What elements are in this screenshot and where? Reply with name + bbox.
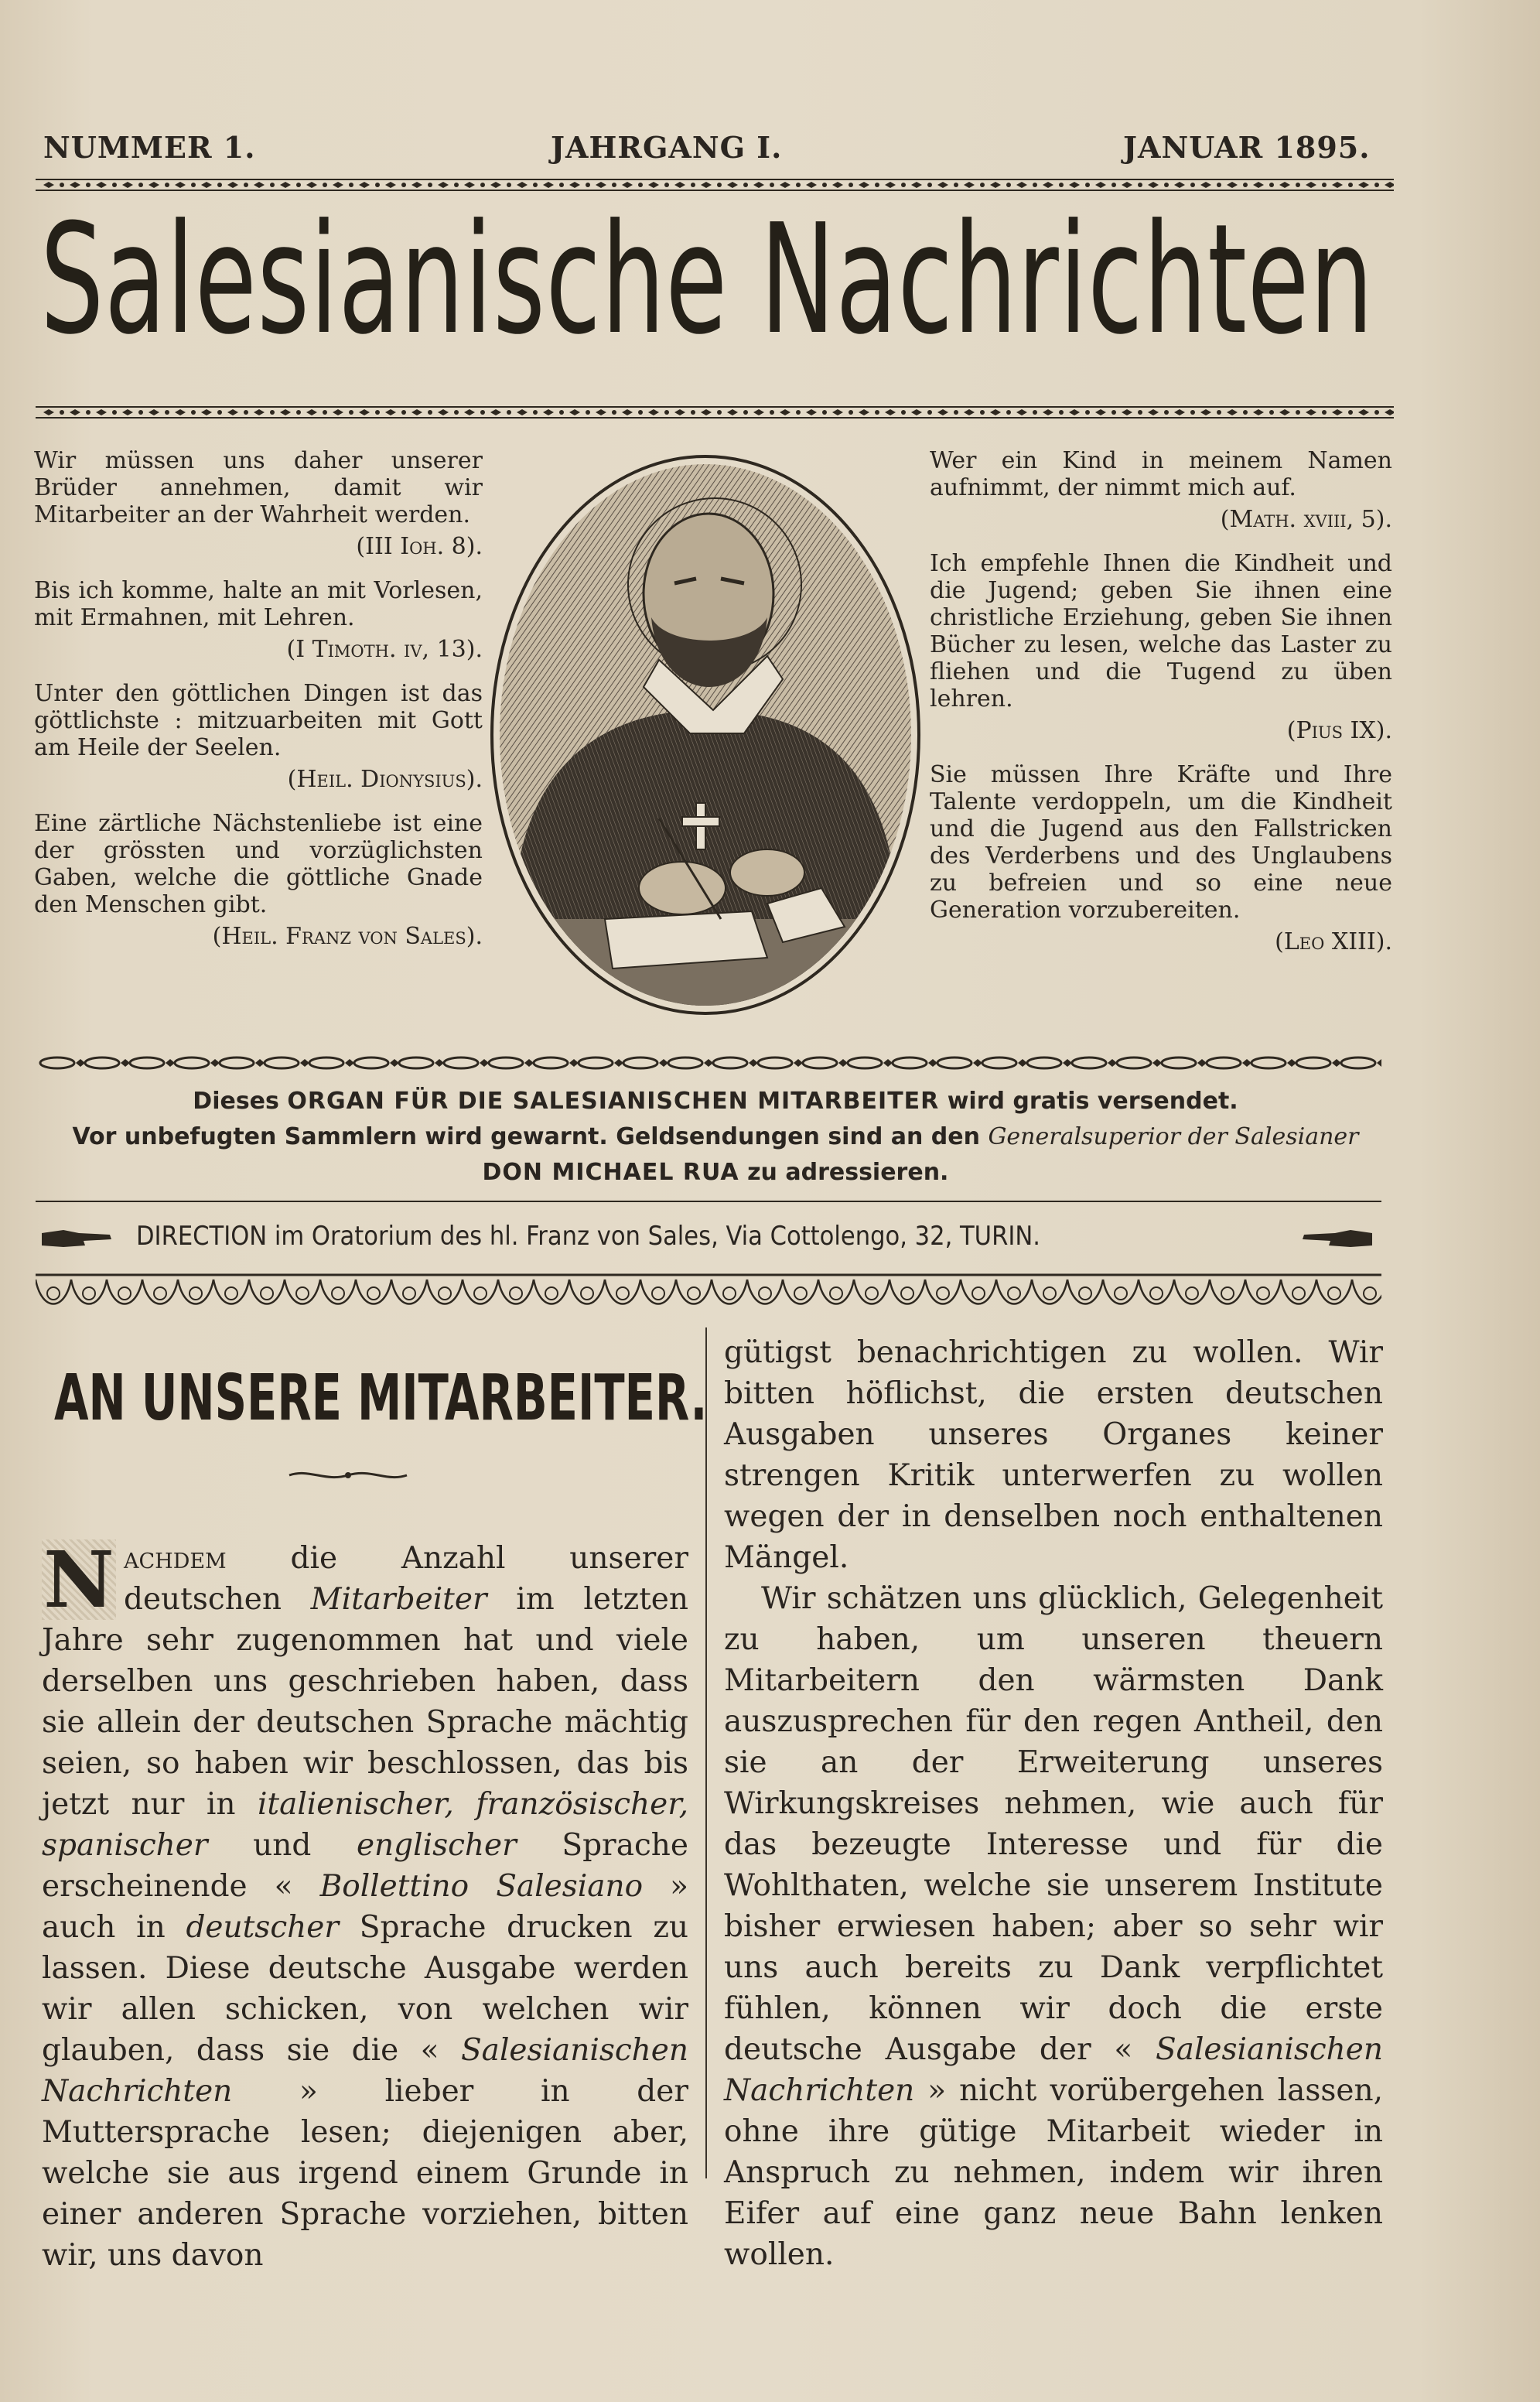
quote-text: Bis ich komme, halte an mit Vorlesen, mit Ermahnen, mit Lehren. bbox=[34, 577, 483, 631]
article-text: italienischer, französischer, spanischer bbox=[42, 1787, 688, 1863]
drop-cap: N bbox=[42, 1539, 116, 1620]
article-text: Sprache erscheinende « bbox=[42, 1828, 688, 1904]
quote-source: (I Timoth. iv, 13). bbox=[286, 636, 483, 663]
issue-number: NUMMER 1. bbox=[43, 130, 256, 165]
quote-source: (Pius IX). bbox=[1286, 717, 1392, 744]
article-text: Salesianischen Nachrichten bbox=[724, 2032, 1383, 2108]
pointing-hand-left-icon bbox=[1299, 1222, 1374, 1253]
article-column-2 bbox=[724, 1332, 1383, 2275]
article-text: englischer bbox=[356, 1828, 517, 1863]
article-text: Wir schätzen uns glücklich, Gelegenheit zu haben, um unseren theuern Mitarbeitern den wärmsten Dank auszusprechen für den regen Antheil, den sie an der Erweiterung unseres Wirkungskreises nehmen, wie auch für das bezeugte Interesse und für die Wohlthaten, welche sie unserem Institute bisher erwiesen haben; aber so sehr wir uns auch bereits zu Dank verpflichtet fühlen, können wir doch die erste deutsche Ausgabe der « bbox=[724, 1581, 1383, 2067]
quote-source: (Math. xviii, 5). bbox=[1220, 506, 1392, 533]
article-text: deutscher bbox=[186, 1910, 340, 1945]
article-column-1 bbox=[42, 1534, 689, 2276]
direction-address: DIRECTION im Oratorium des hl. Franz von Sales, Via Cottolengo, 32, TURIN. bbox=[136, 1221, 1040, 1252]
quote-source: (Leo XIII). bbox=[1275, 928, 1392, 955]
quote-text: Wer ein Kind in meinem Namen aufnimmt, der nimmt mich auf. bbox=[930, 447, 1392, 501]
article-paragraph: gütigst benachrichtigen zu wollen. Wir bitten höflichst, die ersten deutschen Ausgaben unseres Organes keiner strengen Kritik unterwerfen zu wollen wegen der in denselben noch enthaltenen Mängel. bbox=[724, 1335, 1383, 1575]
notice-text: zu adressieren. bbox=[747, 1159, 949, 1186]
quote-text: Unter den göttlichen Dingen ist das göttlichste : mitzuarbeiten mit Gott am Heile der Seelen. bbox=[34, 680, 483, 761]
chain-ornament-rule bbox=[36, 1052, 1381, 1074]
quote-block bbox=[34, 810, 483, 950]
saint-portrait-medallion bbox=[489, 455, 922, 1015]
quote-block bbox=[34, 680, 483, 793]
article-text: und bbox=[207, 1828, 357, 1863]
quote-source: (Heil. Franz von Sales). bbox=[212, 923, 483, 950]
quotes-left bbox=[34, 447, 483, 950]
notice-text: wird gratis versendet. bbox=[947, 1088, 1238, 1115]
newspaper-title: Salesianische Nachrichten bbox=[40, 192, 1374, 368]
flourish-ornament bbox=[286, 1467, 410, 1484]
article-heading: AN UNSERE MITARBEITER. bbox=[54, 1362, 708, 1435]
quote-block bbox=[930, 550, 1392, 744]
article-paragraph bbox=[724, 1578, 1383, 2275]
notice-line-2 bbox=[31, 1123, 1400, 1150]
quote-text: Ich empfehle Ihnen die Kindheit und die Jugend; geben Sie ihnen eine christliche Erziehung, geben Sie ihnen Bücher zu lesen, welche das Laster zu fliehen und die Tugend zu üben lehren. bbox=[930, 550, 1392, 712]
quote-block bbox=[34, 447, 483, 560]
article-text: Salesianischen Nachrichten bbox=[42, 2033, 688, 2109]
ornament-rule-top bbox=[36, 176, 1394, 193]
article-text: achdem bbox=[124, 1541, 227, 1576]
notice-line-1 bbox=[31, 1088, 1400, 1115]
ornament-rule-under-title bbox=[36, 404, 1394, 421]
article-text: die Anzahl unserer deutschen bbox=[124, 1541, 688, 1617]
quote-block bbox=[930, 447, 1392, 533]
quote-block bbox=[34, 577, 483, 663]
notice-organ: ORGAN FÜR DIE SALESIANISCHEN MITARBEITER bbox=[287, 1088, 940, 1115]
quote-text: Sie müssen Ihre Kräfte und Ihre Talente verdoppeln, um die Kindheit und die Jugend aus den Fallstricken des Verderbens und des Unglaubens zu befreien und so eine neue Generation vorzubereiten. bbox=[930, 761, 1392, 924]
article-text: » auch in bbox=[42, 1869, 688, 1945]
notice-text: Vor unbefugten Sammlern wird gewarnt. Geldsendungen sind an den bbox=[72, 1123, 980, 1150]
quote-source: (Heil. Dionysius). bbox=[287, 766, 483, 793]
article-text: im letzten Jahre sehr zugenommen hat und viele derselben uns geschrieben haben, dass sie allein der deutschen Sprache mächtig seien, so haben wir beschlossen, das bis jetzt nur in bbox=[42, 1582, 688, 1822]
notice-name: DON MICHAEL RUA bbox=[482, 1159, 739, 1186]
article-text: » nicht vorübergehen lassen, ohne ihre gütige Mitarbeit wieder in Anspruch zu nehmen, indem wir ihren Eifer auf eine ganz neue Bahn lenken wollen. bbox=[724, 2073, 1383, 2272]
quote-block bbox=[930, 761, 1392, 955]
pointing-hand-right-icon bbox=[40, 1222, 114, 1253]
divider bbox=[36, 1201, 1381, 1202]
volume-label: JAHRGANG I. bbox=[551, 130, 783, 165]
quote-text: Eine zärtliche Nächstenliebe ist eine der grössten und vorzüglichsten Gaben, welche die göttliche Gnade den Menschen gibt. bbox=[34, 810, 483, 918]
quote-source: (III Ioh. 8). bbox=[356, 533, 483, 560]
article-text: Mitarbeiter bbox=[310, 1582, 487, 1617]
notice-recipient: Generalsuperior der Salesianer bbox=[988, 1123, 1359, 1150]
quote-text: Wir müssen uns daher unserer Brüder annehmen, damit wir Mitarbeiter an der Wahrheit werden. bbox=[34, 447, 483, 528]
article-text: Bollettino Salesiano bbox=[319, 1869, 644, 1904]
article-text: Sprache drucken zu lassen. Diese deutsche Ausgabe werden wir allen schicken, von welchen wir glauben, dass sie die « bbox=[42, 1910, 689, 2068]
issue-date: JANUAR 1895. bbox=[1123, 130, 1371, 165]
column-divider bbox=[705, 1327, 707, 2178]
quotes-right bbox=[930, 447, 1392, 955]
scroll-ornament-border bbox=[36, 1273, 1381, 1318]
notice-text: Dieses bbox=[193, 1088, 279, 1115]
article-text: » lieber in der Muttersprache lesen; diejenigen aber, welche sie aus irgend einem Grunde in einer anderen Sprache vorziehen, bitten wir, uns davon bbox=[42, 2074, 688, 2273]
notice-line-3 bbox=[31, 1159, 1400, 1186]
